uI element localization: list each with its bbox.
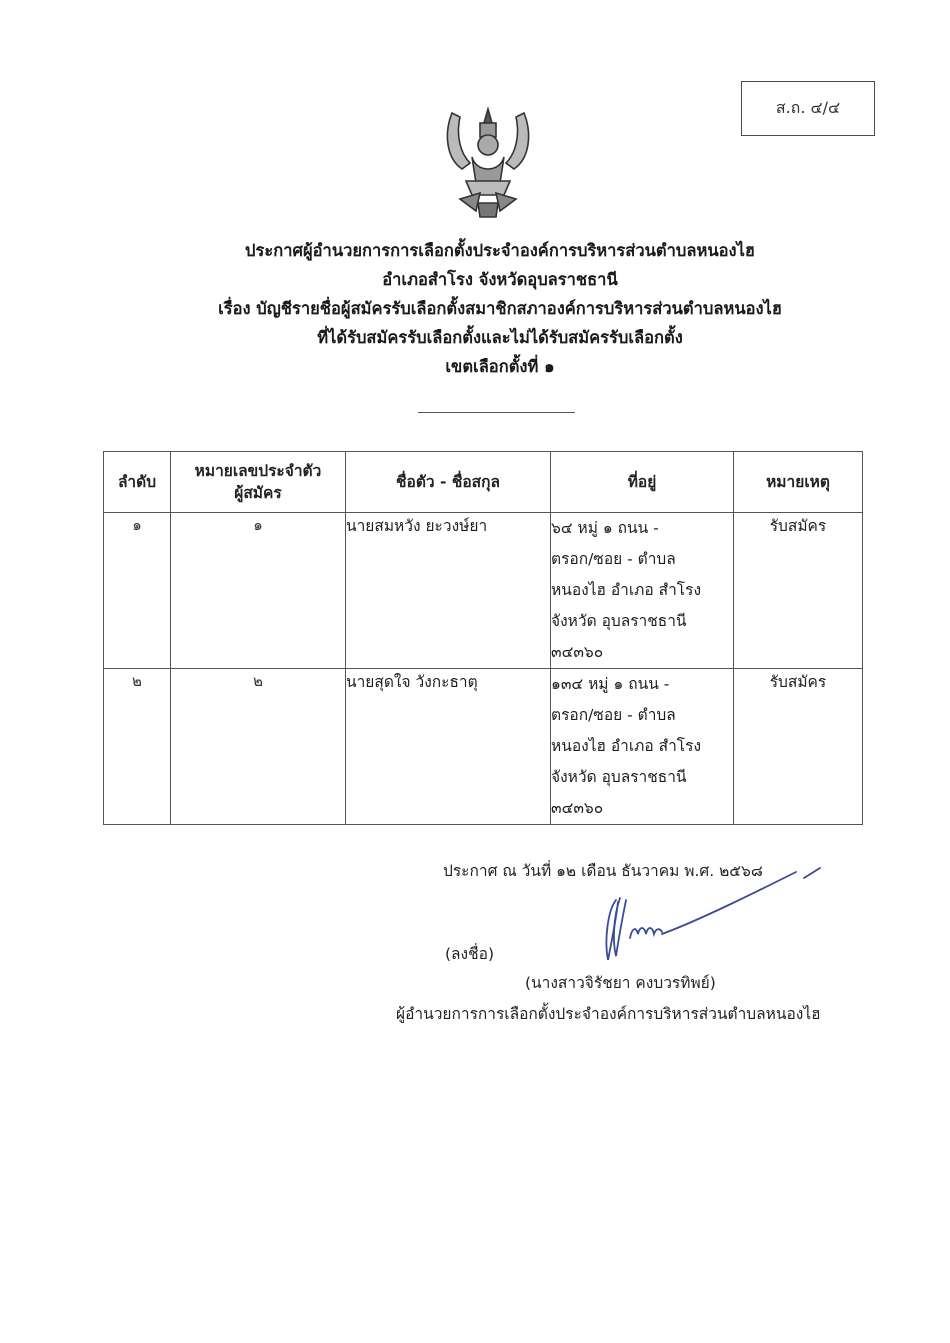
cell-order: ๑: [104, 513, 171, 669]
header-candidate-no-line2: ผู้สมัคร: [234, 484, 282, 502]
address-line: ๑๓๔ หมู่ ๑ ถนน -: [551, 675, 670, 693]
announcement-heading: [0, 236, 950, 381]
table-row: [104, 669, 863, 825]
signer-title: ผู้อำนวยการการเลือกตั้งประจำองค์การบริหารส่วนตำบลหนองไฮ: [396, 1005, 821, 1023]
heading-line-2: อำเภอสำโรง จังหวัดอุบลราชธานี: [382, 270, 618, 289]
cell-candidate-no: ๑: [171, 513, 346, 669]
cell-name: นายสมหวัง ยะวงษ์ยา: [346, 513, 551, 669]
address-line: หนองไฮ อำเภอ สำโรง: [551, 581, 702, 599]
address-line: ๖๔ หมู่ ๑ ถนน -: [551, 519, 659, 537]
header-address: ที่อยู่: [551, 452, 734, 513]
cell-address: [551, 513, 734, 669]
cell-remark: รับสมัคร: [734, 669, 863, 825]
header-candidate-no: [171, 452, 346, 513]
form-code-box: [741, 81, 875, 136]
heading-line-1: ประกาศผู้อำนวยการการเลือกตั้งประจำองค์การบริหารส่วนตำบลหนองไฮ: [245, 241, 755, 260]
address-line: หนองไฮ อำเภอ สำโรง: [551, 737, 702, 755]
header-candidate-no-line1: หมายเลขประจำตัว: [194, 462, 322, 480]
garuda-emblem-icon: [440, 103, 536, 221]
address-line: ๓๔๓๖๐: [551, 799, 604, 817]
header-remark: หมายเหตุ: [734, 452, 863, 513]
address-line: ตรอก/ซอย - ตำบล: [551, 706, 676, 724]
address-line: จังหวัด อุบลราชธานี: [551, 768, 687, 786]
address-line: ตรอก/ซอย - ตำบล: [551, 550, 676, 568]
announcement-date: ประกาศ ณ วันที่ ๑๒ เดือน ธันวาคม พ.ศ. ๒๕๖๘: [443, 862, 763, 880]
heading-line-3: เรื่อง บัญชีรายชื่อผู้สมัครรับเลือกตั้งสมาชิกสภาองค์การบริหารส่วนตำบลหนองไฮ: [218, 299, 782, 318]
heading-line-4: ที่ได้รับสมัครรับเลือกตั้งและไม่ได้รับสมัครรับเลือกตั้ง: [317, 328, 683, 347]
table-header-row: [104, 452, 863, 513]
address-line: ๓๔๓๖๐: [551, 643, 604, 661]
cell-remark: รับสมัคร: [734, 513, 863, 669]
cell-order: ๒: [104, 669, 171, 825]
cell-address: [551, 669, 734, 825]
heading-divider: [418, 412, 575, 413]
cell-candidate-no: ๒: [171, 669, 346, 825]
header-order: ลำดับ: [104, 452, 171, 513]
form-code: ส.ถ. ๔/๔: [775, 98, 841, 117]
signer-name: (นางสาวจิรัชยา คงบวรทิพย์): [525, 974, 716, 992]
heading-line-5: เขตเลือกตั้งที่ ๑: [445, 357, 555, 376]
address-line: จังหวัด อุบลราชธานี: [551, 612, 687, 630]
sign-label: (ลงชื่อ): [445, 945, 494, 963]
table-row: [104, 513, 863, 669]
candidate-table: [103, 451, 863, 825]
signature-icon: [590, 860, 830, 970]
header-name: ชื่อตัว - ชื่อสกุล: [346, 452, 551, 513]
cell-name: นายสุดใจ วังกะธาตุ: [346, 669, 551, 825]
